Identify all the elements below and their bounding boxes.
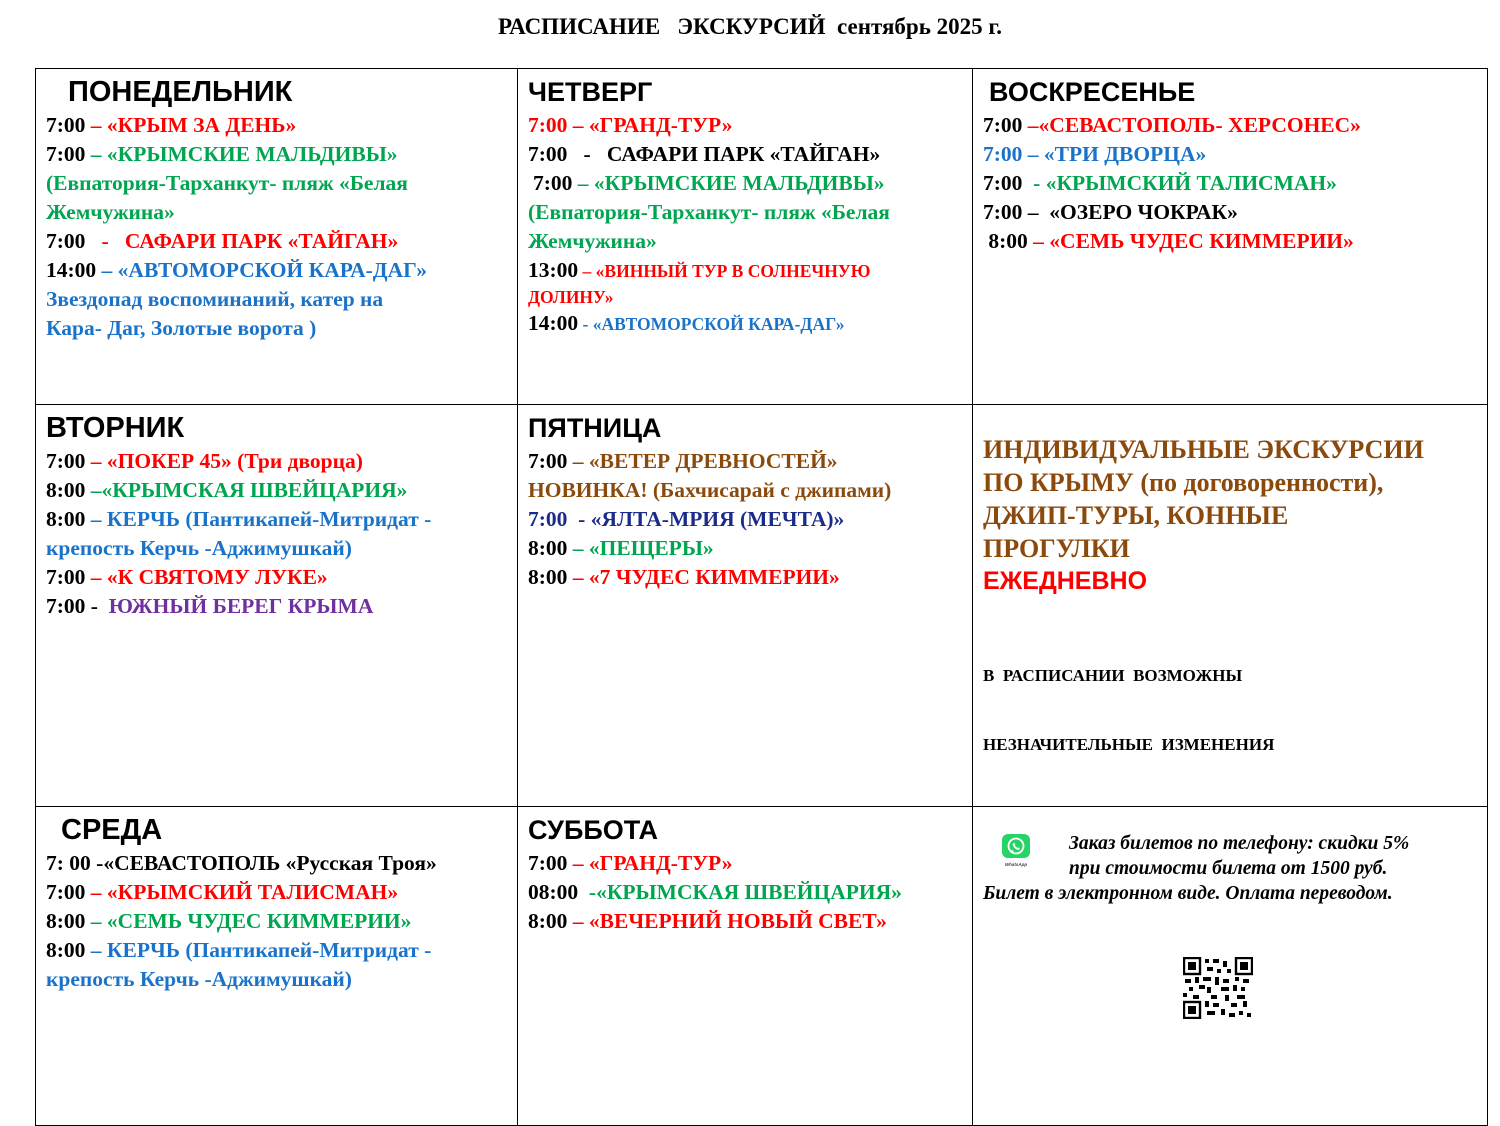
- excursion-time: 7:00: [533, 171, 573, 195]
- schedule-note: [983, 618, 1479, 802]
- excursion-name: - «АВТОМОРСКОЙ КАРА-ДАГ»: [578, 314, 845, 334]
- excursion-name: -«КРЫМСКАЯ ШВЕЙЦАРИЯ»: [578, 880, 902, 904]
- excursion-name: - «КРЫМСКИЙ ТАЛИСМАН»: [1022, 171, 1337, 195]
- excursion-name: – «ПЕЩЕРЫ»: [567, 536, 714, 560]
- note-line: В РАСПИСАНИИ ВОЗМОЖНЫ: [983, 666, 1243, 685]
- excursion-description: (Евпатория-Тарханкут- пляж «Белая: [528, 200, 890, 224]
- excursion-name: – «ГРАНД-ТУР»: [567, 851, 733, 875]
- info-cell: [973, 405, 1488, 807]
- excursion-name: –«СЕВАСТОПОЛЬ- ХЕРСОНЕС»: [1022, 113, 1361, 137]
- wednesday-cell: [36, 807, 518, 1126]
- excursion-description: крепость Керчь -Аджимушкай): [46, 967, 352, 991]
- excursion-time: 8:00: [528, 909, 568, 933]
- excursion-name: – «СЕМЬ ЧУДЕС КИММЕРИИ»: [1027, 229, 1354, 253]
- excursion-time: 7:00: [528, 449, 568, 473]
- excursion-description: крепость Керчь -Аджимушкай): [46, 536, 352, 560]
- excursion-name: ЮЖНЫЙ БЕРЕГ КРЫМА: [103, 594, 374, 618]
- excursion-time: 8:00: [983, 229, 1028, 253]
- order-info: [983, 831, 1479, 906]
- excursion-time: 7:00: [46, 449, 86, 473]
- day-heading: ВТОРНИК: [46, 412, 185, 444]
- order-line: Билет в электронном виде. Оплата переводом.: [983, 883, 1393, 904]
- excursion-time: 8:00: [528, 565, 568, 589]
- excursion-name: – «КРЫМ ЗА ДЕНЬ»: [85, 113, 297, 137]
- excursion-time: 7:00: [46, 565, 86, 589]
- day-heading: ЧЕТВЕРГ: [528, 77, 653, 107]
- whatsapp-label: WhatsApp: [1004, 862, 1028, 867]
- excursion-time: 7:00: [983, 113, 1023, 137]
- excursion-name: – «АВТОМОРСКОЙ КАРА-ДАГ»: [96, 258, 427, 282]
- excursion-name: – «ВЕЧЕРНИЙ НОВЫЙ СВЕТ»: [567, 909, 887, 933]
- excursion-name: – «ВИННЫЙ ТУР В СОЛНЕЧНУЮ: [578, 261, 871, 281]
- excursion-line: 7:00 - САФАРИ ПАРК «ТАЙГАН»: [528, 142, 881, 166]
- excursion-time: 8:00: [46, 938, 86, 962]
- day-heading: ВОСКРЕСЕНЬЕ: [989, 77, 1196, 107]
- excursion-line: 7:00 – «ОЗЕРО ЧОКРАК»: [983, 200, 1238, 224]
- schedule-table: [35, 68, 1488, 1126]
- qr-code-icon: [1183, 957, 1253, 1019]
- excursion-line: 7:00 - «ЯЛТА-МРИЯ (МЕЧТА)»: [528, 507, 845, 531]
- day-heading: ПОНЕДЕЛЬНИК: [68, 76, 293, 108]
- individual-line: ИНДИВИДУАЛЬНЫЕ ЭКСКУРСИИ: [983, 435, 1424, 464]
- excursion-time: 7:00: [46, 880, 86, 904]
- day-heading: СУББОТА: [528, 815, 659, 845]
- excursion-name: – «КРЫМСКИЕ МАЛЬДИВЫ»: [85, 142, 398, 166]
- monday-cell: [36, 69, 518, 405]
- excursion-time: 8:00: [46, 507, 86, 531]
- excursion-time: 14:00: [46, 258, 97, 282]
- excursion-time: 7:00: [46, 113, 86, 137]
- order-cell: [973, 807, 1488, 1126]
- note-line: НЕЗНАЧИТЕЛЬНЫЕ ИЗМЕНЕНИЯ: [983, 735, 1275, 754]
- order-line: Заказ билетов по телефону: скидки 5%: [1069, 833, 1410, 854]
- excursion-description: Звездопад воспоминаний, катер на: [46, 287, 384, 311]
- whatsapp-icon: [1001, 833, 1031, 869]
- tuesday-cell: [36, 405, 518, 807]
- excursion-description: Кара- Даг, Золотые ворота ): [46, 316, 317, 340]
- excursion-time: 13:00: [528, 258, 579, 282]
- excursion-name: – «ПОКЕР 45» (Три дворца): [85, 449, 363, 473]
- excursion-name: – КЕРЧЬ (Пантикапей-Митридат -: [85, 938, 432, 962]
- individual-line: ПО КРЫМУ (по договоренности),: [983, 468, 1384, 497]
- day-heading: СРЕДА: [61, 814, 163, 846]
- excursion-name: –«КРЫМСКАЯ ШВЕЙЦАРИЯ»: [85, 478, 408, 502]
- excursion-description: Жемчужина»: [46, 200, 175, 224]
- excursion-time: 8:00: [46, 478, 86, 502]
- excursion-name: – «КРЫМСКИЙ ТАЛИСМАН»: [85, 880, 399, 904]
- excursion-description: (Евпатория-Тарханкут- пляж «Белая: [46, 171, 408, 195]
- excursion-separator: -: [85, 594, 104, 618]
- excursion-time: 7:00: [46, 594, 86, 618]
- page-title: РАСПИСАНИЕ ЭКСКУРСИЙ сентябрь 2025 г.: [498, 14, 1002, 39]
- excursion-time: 7:00: [46, 142, 86, 166]
- excursion-line: 7:00 – «ТРИ ДВОРЦА»: [983, 142, 1207, 166]
- excursion-time: 8:00: [528, 536, 568, 560]
- daily-label: ЕЖЕДНЕВНО: [983, 567, 1148, 595]
- excursion-description: ДОЛИНУ»: [528, 287, 614, 307]
- excursion-name: - САФАРИ ПАРК «ТАЙГАН»: [85, 229, 399, 253]
- excursion-time: 14:00: [528, 311, 579, 335]
- excursion-name: – «КРЫМСКИЕ МАЛЬДИВЫ»: [572, 171, 885, 195]
- excursion-time: 7:00: [46, 229, 86, 253]
- individual-tours-text: [983, 433, 1479, 565]
- excursion-name: – «ВЕТЕР ДРЕВНОСТЕЙ»: [567, 449, 838, 473]
- excursion-time: 7:00: [983, 171, 1023, 195]
- friday-cell: [518, 405, 973, 807]
- excursion-name: – «СЕМЬ ЧУДЕС КИММЕРИИ»: [85, 909, 412, 933]
- thursday-cell: [518, 69, 973, 405]
- sunday-cell: [973, 69, 1488, 405]
- excursion-name: – «К СВЯТОМУ ЛУКЕ»: [85, 565, 328, 589]
- excursion-time: 7:00: [528, 851, 568, 875]
- excursion-description: Жемчужина»: [528, 229, 657, 253]
- excursion-time: 8:00: [46, 909, 86, 933]
- excursion-description: НОВИНКА! (Бахчисарай с джипами): [528, 478, 892, 502]
- excursion-line: 7: 00 -«СЕВАСТОПОЛЬ «Русская Троя»: [46, 851, 437, 875]
- individual-line: ДЖИП-ТУРЫ, КОННЫЕ: [983, 501, 1289, 530]
- excursion-name: – КЕРЧЬ (Пантикапей-Митридат -: [85, 507, 432, 531]
- order-line: при стоимости билета от 1500 руб.: [1069, 858, 1388, 879]
- excursion-name: – «7 ЧУДЕС КИММЕРИИ»: [567, 565, 840, 589]
- saturday-cell: [518, 807, 973, 1126]
- day-heading: ПЯТНИЦА: [528, 413, 662, 443]
- excursion-time: 08:00: [528, 880, 579, 904]
- individual-line: ПРОГУЛКИ: [983, 534, 1130, 563]
- excursion-line: 7:00 – «ГРАНД-ТУР»: [528, 113, 733, 137]
